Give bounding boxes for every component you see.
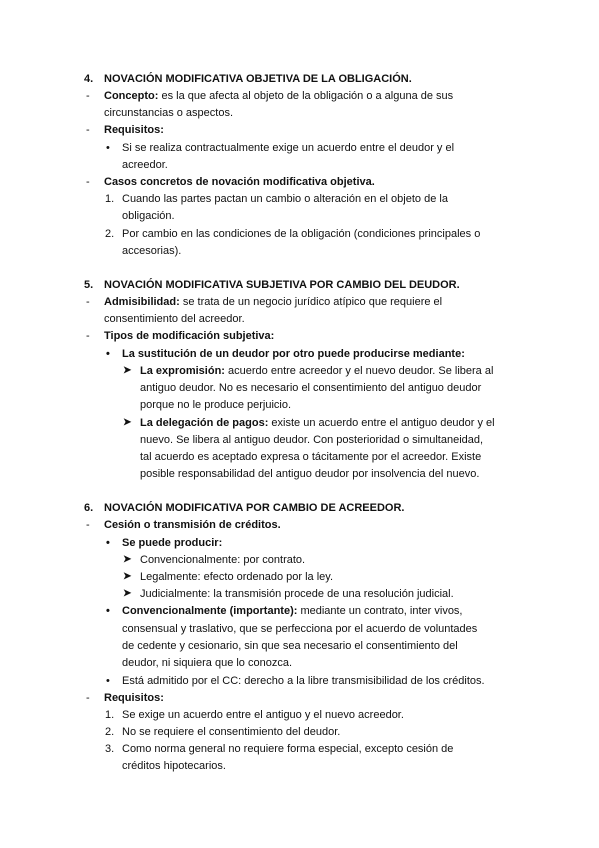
req-3-text-cont: créditos hipotecarios. [122, 760, 226, 772]
delegacion-text: existe un acuerdo entre el antiguo deudor y el [268, 417, 495, 429]
tipos-label: Tipos de modificación subjetiva: [104, 330, 275, 342]
admisibilidad-text: se trata de un negocio jurídico atípico que requiere el [179, 296, 443, 308]
arrow-bullet-icon: ➤ [123, 417, 132, 428]
expromision-text-cont: porque no le produce perjuicio. [140, 399, 292, 411]
bullet-marker: • [106, 142, 110, 154]
concepto-text: es la que afecta al objeto de la obligación o a alguna de sus [158, 90, 454, 102]
convencional-item: Convencionalmente: por contrato. [140, 554, 306, 566]
arrow-bullet-icon: ➤ [123, 571, 132, 582]
admisibilidad-text-cont: consentimiento del acreedor. [104, 313, 245, 325]
caso-1-text-cont: obligación. [122, 210, 175, 222]
delegacion-text-cont: nuevo. Se libera al antiguo deudor. Con posterioridad o simultaneidad, [140, 434, 484, 446]
delegacion-text-cont: posible responsabilidad del antiguo deudor por insolvencia del nuevo. [140, 468, 480, 480]
requisitos-6-label: Requisitos: [104, 692, 164, 704]
bullet-marker: • [106, 537, 110, 549]
admisibilidad-label: Admisibilidad: [104, 296, 180, 308]
section-6-heading: NOVACIÓN MODIFICATIVA POR CAMBIO DE ACREEDOR. [104, 502, 405, 514]
cesion-label: Cesión o transmisión de créditos. [104, 519, 281, 531]
requisito-4-text-cont: acreedor. [122, 159, 168, 171]
req-3-text: Como norma general no requiere forma especial, excepto cesión de [122, 743, 454, 755]
admisibilidad-line [104, 294, 442, 310]
arrow-bullet-icon: ➤ [123, 554, 132, 565]
section-4-heading: NOVACIÓN MODIFICATIVA OBJETIVA DE LA OBLIGACIÓN. [104, 73, 412, 85]
arrow-bullet-icon: ➤ [123, 365, 132, 376]
convencional-importante-label: Convencionalmente (importante): [122, 605, 298, 617]
bullet-marker: • [106, 675, 110, 687]
dash-marker: - [86, 296, 90, 308]
convencional-importante-line [122, 603, 463, 619]
delegacion-line [140, 415, 495, 431]
bullet-marker: • [106, 605, 110, 617]
section-5-number: 5. [84, 279, 94, 291]
req-1-text: Se exige un acuerdo entre el antiguo y el nuevo acreedor. [122, 709, 404, 721]
concepto-text-cont: circunstancias o aspectos. [104, 107, 234, 119]
concepto-line [104, 88, 453, 104]
dash-marker: - [86, 692, 90, 704]
caso-2-number: 2. [105, 228, 115, 240]
expromision-line [140, 363, 493, 379]
section-5-heading: NOVACIÓN MODIFICATIVA SUBJETIVA POR CAMBIO DEL DEUDOR. [104, 279, 460, 291]
req-3-number: 3. [105, 743, 115, 755]
section-4-number: 4. [84, 73, 94, 85]
bullet-marker: • [106, 348, 110, 360]
judicial-item: Judicialmente: la transmisión procede de una resolución judicial. [140, 588, 454, 600]
caso-2-text-cont: accesorias). [122, 245, 182, 257]
req-2-number: 2. [105, 726, 115, 738]
convencional-importante-cont: de cedente y cesionario, sin que sea necesario el consentimiento del [122, 640, 458, 652]
legal-item: Legalmente: efecto ordenado por la ley. [140, 571, 334, 583]
expromision-text: acuerdo entre acreedor y el nuevo deudor. Se libera al [224, 365, 494, 377]
dash-marker: - [86, 330, 90, 342]
concepto-label: Concepto: [104, 90, 159, 102]
req-1-number: 1. [105, 709, 115, 721]
admitido-text: Está admitido por el CC: derecho a la libre transmisibilidad de los créditos. [122, 675, 485, 687]
convencional-importante-cont: deudor, ni siquiera que lo conozca. [122, 657, 293, 669]
delegacion-label: La delegación de pagos: [140, 417, 269, 429]
expromision-text-cont: antiguo deudor. No es necesario el consentimiento del antiguo deudor [140, 382, 482, 394]
arrow-bullet-icon: ➤ [123, 588, 132, 599]
requisito-4-text: Si se realiza contractualmente exige un acuerdo entre el deudor y el [122, 142, 455, 154]
expromision-label: La expromisión: [140, 365, 225, 377]
caso-1-number: 1. [105, 193, 115, 205]
dash-marker: - [86, 90, 90, 102]
convencional-importante-text: mediante un contrato, inter vivos, [297, 605, 463, 617]
caso-2-text: Por cambio en las condiciones de la obligación (condiciones principales o [122, 228, 481, 240]
caso-1-text: Cuando las partes pactan un cambio o alteración en el objeto de la [122, 193, 448, 205]
dash-marker: - [86, 176, 90, 188]
casos-label: Casos concretos de novación modificativa objetiva. [104, 176, 375, 188]
req-2-text: No se requiere el consentimiento del deudor. [122, 726, 341, 738]
requisitos-4-label: Requisitos: [104, 124, 164, 136]
dash-marker: - [86, 124, 90, 136]
dash-marker: - [86, 519, 90, 531]
producir-label: Se puede producir: [122, 537, 223, 549]
sustitucion-label: La sustitución de un deudor por otro puede producirse mediante: [122, 348, 465, 360]
section-6-number: 6. [84, 502, 94, 514]
convencional-importante-cont: consensual y traslativo, que se perfecciona por el acuerdo de voluntades [122, 623, 478, 635]
delegacion-text-cont: tal acuerdo es aceptado expresa o tácitamente por el acreedor. Existe [140, 451, 482, 463]
